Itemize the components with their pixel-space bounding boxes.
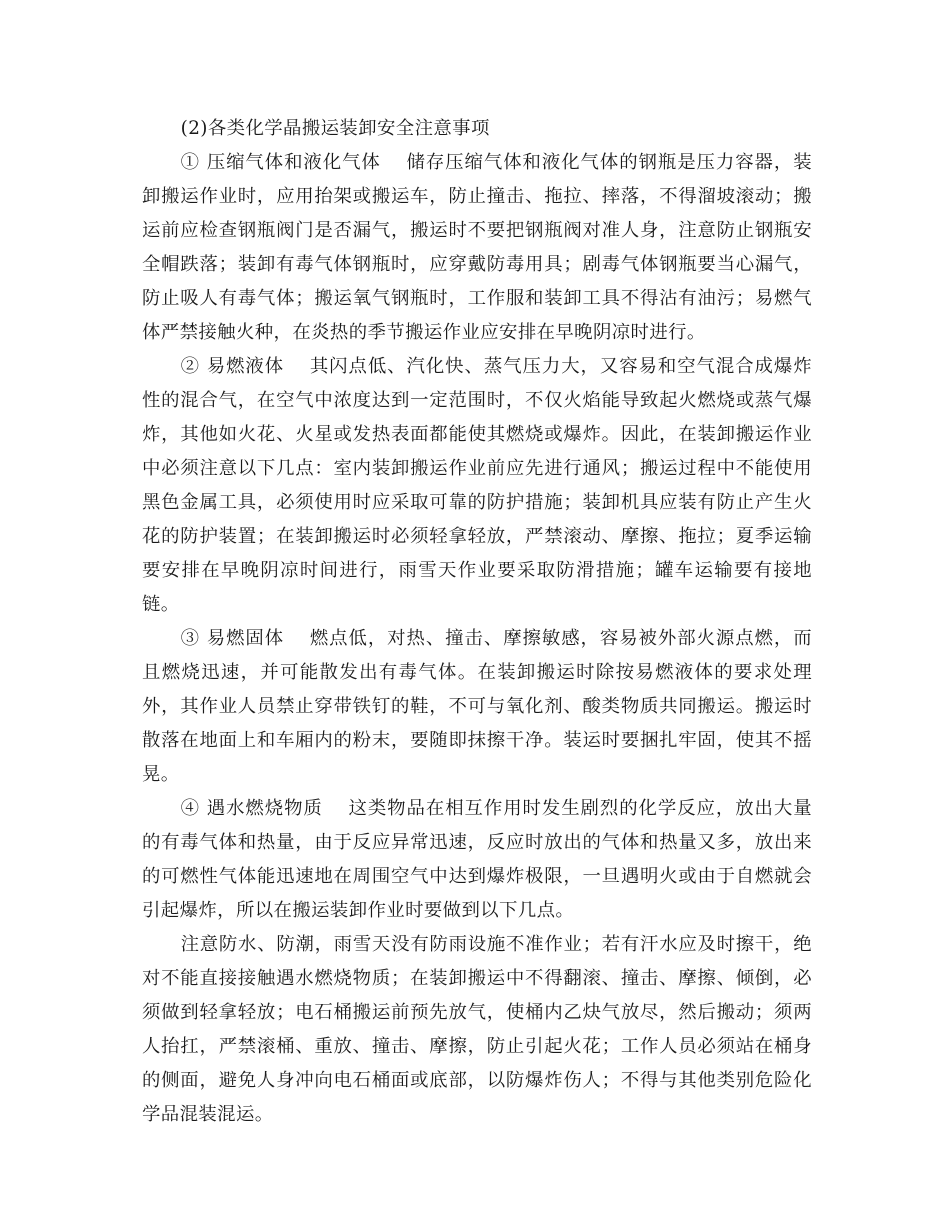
paragraph-flammable-solid bbox=[142, 622, 812, 792]
section-heading: (2)各类化学晶搬运装卸安全注意事项 bbox=[180, 118, 490, 139]
paragraph-lead: ④ 遇水燃烧物质 bbox=[180, 798, 323, 819]
paragraph-flammable-liquid bbox=[142, 350, 812, 622]
paragraph-lead: ① 压缩气体和液化气体 bbox=[180, 152, 381, 173]
paragraph-text: 其闪点低、汽化快、蒸气压力大，又容易和空气混合成爆炸性的混合气，在空气中浓度达到一定范围时，不仅火焰能导致起火燃烧或蒸气爆炸，其他如火花、火星或发热表面都能使其燃烧或爆炸。因此，在装卸搬运作业中必须注意以下几点：室内装卸搬运作业前应先进行通风；搬运过程中不能使用黑色金属工具，必须使用时应采取可靠的防护措施；装卸机具应装有防止产生火花的防护装置；在装卸搬运时必须轻拿轻放，严禁滚动、摩擦、拖拉；夏季运输要安排在早晚阴凉时间进行，雨雪天作业要采取防滑措施；罐车运输要有接地链。 bbox=[142, 356, 812, 615]
document-body bbox=[142, 112, 812, 1132]
paragraph-precautions: 注意防水、防潮，雨雪天没有防雨设施不准作业；若有汗水应及时擦干，绝对不能直接接触遇水燃烧物质；在装卸搬运中不得翻滚、撞击、摩擦、倾倒，必须做到轻拿轻放；电石桶搬运前预先放气，使桶内乙炔气放尽，然后搬动；须两人抬扛，严禁滚桶、重放、撞击、摩擦，防止引起火花；工作人员必须站在桶身的侧面，避免人身冲向电石桶面或底部，以防爆炸伤人；不得与其他类别危险化学品混装混运。 bbox=[142, 934, 812, 1125]
paragraph-text: 这类物品在相互作用时发生剧烈的化学反应，放出大量的有毒气体和热量，由于反应异常迅速，反应时放出的气体和热量又多，放出来的可燃性气体能迅速地在周围空气中达到爆炸极限，一旦遇明火或由于自燃就会引起爆炸，所以在搬运装卸作业时要做到以下几点。 bbox=[142, 798, 812, 921]
paragraph-lead: ③ 易燃固体 bbox=[180, 628, 285, 649]
paragraph-water-reactive bbox=[142, 792, 812, 928]
paragraph-compressed-gas bbox=[142, 146, 812, 350]
paragraph-text: 储存压缩气体和液化气体的钢瓶是压力容器，装卸搬运作业时，应用抬架或搬运车，防止撞击、拖拉、摔落，不得溜坡滚动；搬运前应检查钢瓶阀门是否漏气，搬运时不要把钢瓶阀对准人身，注意防止钢瓶安全帽跌落；装卸有毒气体钢瓶时，应穿戴防毒用具；剧毒气体钢瓶要当心漏气，防止吸人有毒气体；搬运氧气钢瓶时，工作服和装卸工具不得沾有油污；易燃气体严禁接触火种，在炎热的季节搬运作业应安排在早晚阴凉时进行。 bbox=[142, 152, 812, 343]
paragraph-lead: ② 易燃液体 bbox=[180, 356, 285, 377]
paragraph-text: 燃点低，对热、撞击、摩擦敏感，容易被外部火源点燃，而且燃烧迅速，并可能散发出有毒气体。在装卸搬运时除按易燃液体的要求处理外，其作业人员禁止穿带铁钉的鞋，不可与氧化剂、酸类物质共同搬运。搬运时散落在地面上和车厢内的粉末，要随即抹擦干净。装运时要捆扎牢固，使其不摇晃。 bbox=[142, 628, 812, 785]
